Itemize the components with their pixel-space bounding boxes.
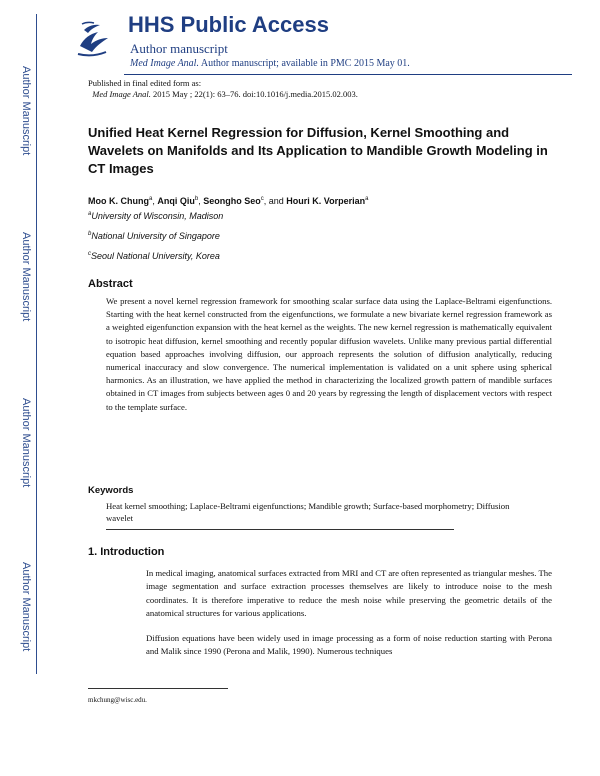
side-label-1: Author Manuscript [20,66,32,156]
author-1: Moo K. Chung [88,196,149,206]
introduction-heading: 1. Introduction [88,546,165,558]
pmc-citation: Med Image Anal. Author manuscript; available in PMC 2015 May 01. [130,58,410,69]
hhs-eagle-logo-icon [74,16,112,60]
abstract-text: We present a novel kernel regression framework for smoothing scalar surface data using the Laplace-Beltrami eigenfunctions. Starting with the heat kernel constructed from the eigenfunctions, we formulate a new bivariate kernel regression framework as a weighted eigenfunction expansion with the heat kernel as the weights. The new kernel regression is mathematically equivalent to isotropic heat diffusion, kernel smoothing and recently popular diffusion wavelets. Unlike many previous partial differential equation based approaches involving diffusion, our approach represents the solution of diffusion analytically, reducing numerical inaccuracy and slow convergence. The numerical implementation is validated on a unit sphere using spherical harmonics. As an illustration, we have applied the method in characterizing the localized growth pattern of mandible surfaces obtained in CT images from subjects between ages 0 and 20 years by regressing the length of displacement vectors with respect to the template surface. [106,296,552,412]
intro-paragraph-2: Diffusion equations have been widely used in image processing as a form of noise reduction starting with Perona and Malik since 1990 (Perona and Malik, 1990). Numerous techniques [146,633,552,657]
side-label-3: Author Manuscript [20,398,32,488]
hhs-title: HHS Public Access [128,12,329,37]
manuscript-label: Author manuscript [130,41,228,56]
intro-paragraph-1: In medical imaging, anatomical surfaces extracted from MRI and CT are often represented as triangular meshes. The image segmentation and surface extraction processes themselves are likely to introduce noise to the mesh coordinates. It is therefore imperative to reduce the mesh noise while preserving the geometric details of the anatomical structures for various applications. [146,568,552,619]
side-label-4: Author Manuscript [20,562,32,652]
author-4: Houri K. Vorperian [286,196,366,206]
abstract-heading: Abstract [88,278,133,290]
affiliation-a: $^a$University of Wisconsin, Madison [88,211,224,221]
keywords-heading: Keywords [88,485,134,496]
author-3: Seongho Seo [203,196,261,206]
side-label-2: Author Manuscript [20,232,32,322]
keywords-text: Heat kernel smoothing; Laplace-Beltrami eigenfunctions; Mandible growth; Surface-based morphometry; Diffusion wavelet [106,501,510,523]
paper-title: Unified Heat Kernel Regression for Diffusion, Kernel Smoothing and Wavelets on Manifolds and Its Application to Mandible Growth Modeling in CT Images [88,125,548,176]
footnote-email: mkchung@wisc.edu. [88,696,147,704]
author-2: Anqi Qiu [157,196,195,206]
footnote-divider [88,688,228,689]
author-list: Moo K. Chung$^a$, Anqi Qiu$^b$, Seongho Seo$^c$, and Houri K. Vorperian$^a$ [88,196,369,206]
header-divider [124,74,572,75]
keywords-divider [106,529,454,530]
affiliation-b: $^b$National University of Singapore [88,231,220,241]
publication-info: Published in final edited form as: Med Image Anal. 2015 May ; 22(1): 63–76. doi:10.1016/j.media.2015.02.003. [88,78,358,99]
affiliation-c: $^c$Seoul National University, Korea [88,251,220,261]
left-rail [36,14,37,674]
